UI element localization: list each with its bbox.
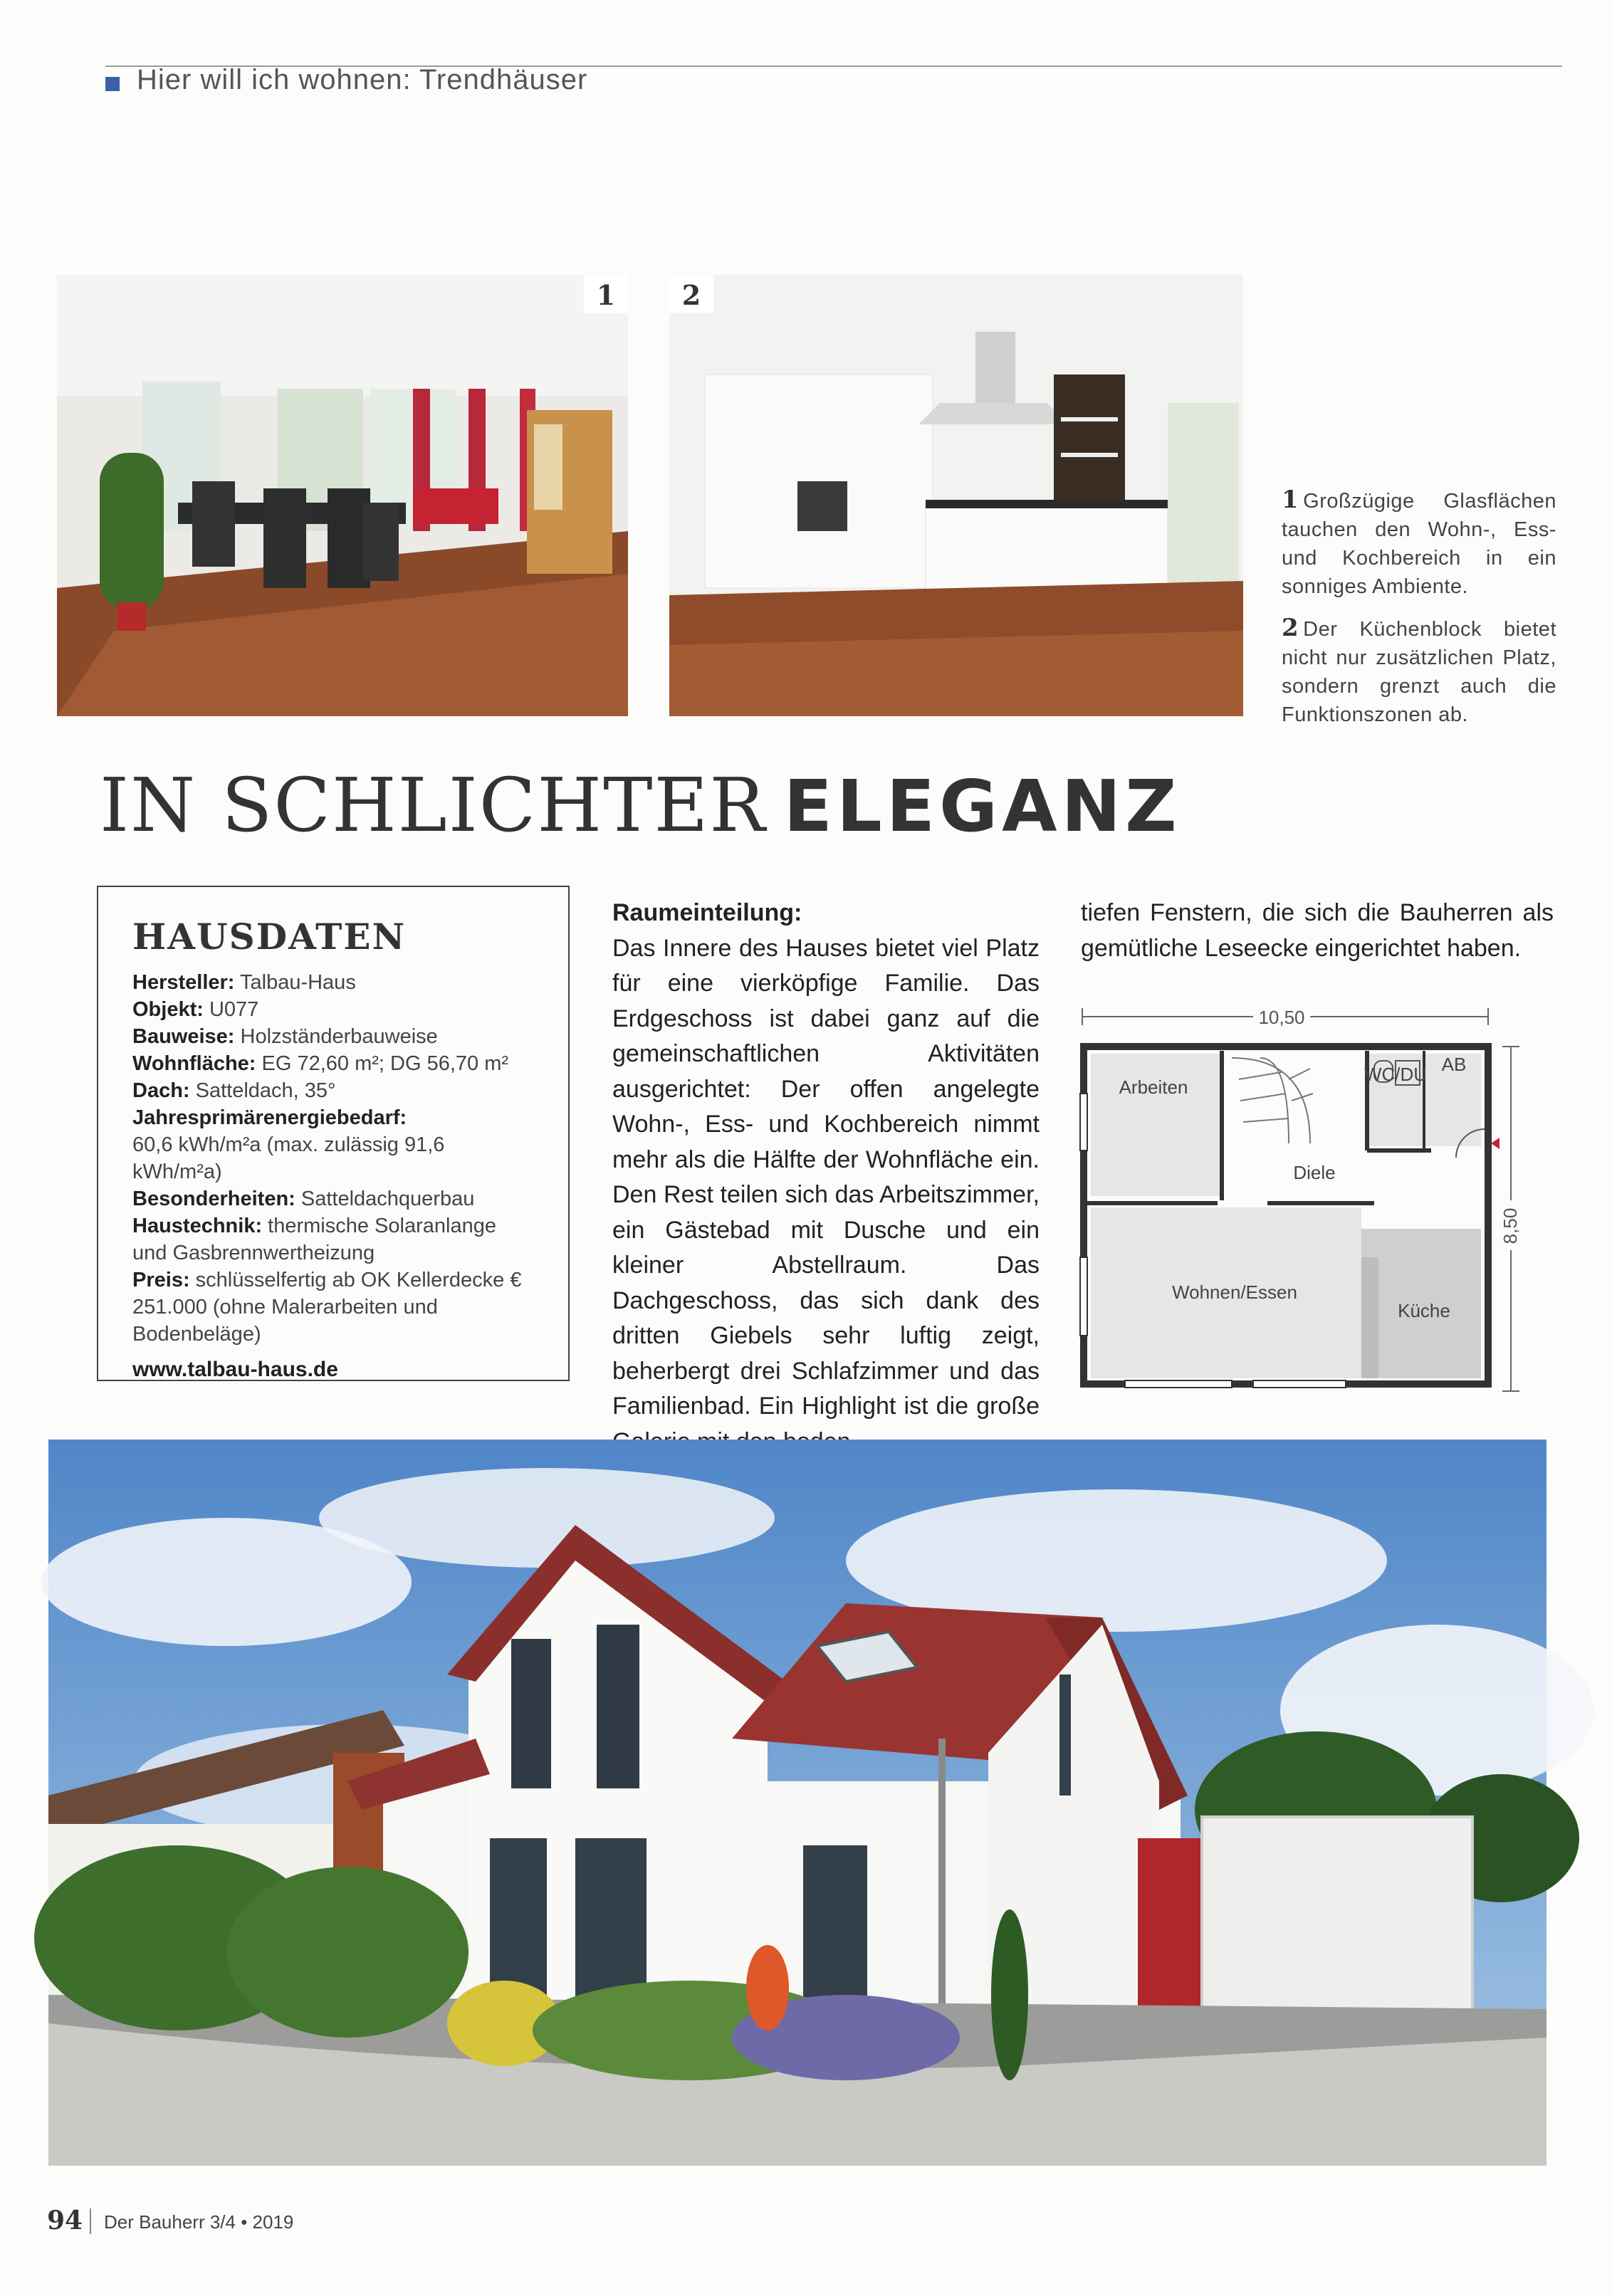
photo-caption-1 [1282, 486, 1556, 601]
article-paragraph: Das Innere des Hauses bietet viel Platz für eine vierköpfige Familie. Das Erdgeschoss ist dabei ganz auf die gemeinschaftlichen Aktivitäten ausgerichtet: Der offen angelegte Wohn-, Ess- und Kochbereich nimmt mehr als die Hälfte der Wohnfläche ein. Den Rest teilen sich das Arbeitszimmer, ein Gästebad mit Dusche und ein kleiner Abstellraum. Das Dachgeschoss, das sich dank des dritten Giebels sehr luftig zeigt, beherbergt drei Schlafzimmer und das Familienbad. Ein Highlight ist die große [612, 934, 1040, 1420]
photo-number: 2 [669, 275, 713, 313]
house-data-label: Dach: [132, 1079, 190, 1102]
magazine-issue: Der Bauherr 3/4 • 2019 [104, 2211, 294, 2233]
section-heading: Raumeinteilung: [612, 899, 802, 926]
house-data-item [132, 996, 534, 1023]
room-label-arbeiten: Arbeiten [1119, 1076, 1188, 1098]
room-label-kueche: Küche [1398, 1300, 1450, 1321]
house-data-value: thermische Solaranlange und Gasbrennwertheizung [132, 1215, 496, 1264]
caption-number: 1 [1282, 486, 1299, 514]
house-data-label: Preis: [132, 1269, 190, 1291]
house-data-box [97, 886, 570, 1381]
article-column-2 [612, 896, 1040, 1459]
headline-bold: ELEGANZ [783, 765, 1181, 848]
house-data-item [132, 1050, 534, 1077]
house-data-label: Objekt: [132, 998, 204, 1021]
article-headline [100, 762, 1181, 849]
house-data-item [132, 1212, 534, 1267]
house-data-value: schlüsselfertig ab OK Kellerdecke € 251.000 (ohne Malerarbeiten und Bodenbeläge) [132, 1269, 522, 1346]
house-data-item [132, 1104, 534, 1185]
staircase [1232, 1058, 1313, 1143]
section-title: Hier will ich wohnen: Trendhäuser [137, 64, 588, 95]
photo-kitchen [669, 275, 1243, 716]
house-data-item [132, 1267, 534, 1348]
caption-text: Der Küchenblock bietet nicht nur zusätzlichen Platz, sondern grenzt auch die Funktionszonen ab. [1282, 618, 1556, 726]
room-arbeiten [1091, 1054, 1222, 1196]
photo-living-room [57, 275, 628, 716]
manufacturer-url: www.talbau-haus.de [132, 1358, 338, 1381]
house-data-label: Jahresprimärenergiebedarf: [132, 1106, 407, 1129]
width-label: 10,50 [1258, 1007, 1305, 1028]
caption-number: 2 [1282, 614, 1299, 642]
floor-plan [1075, 1001, 1521, 1400]
photo-number: 1 [584, 275, 628, 313]
article-column-3 [1081, 896, 1554, 966]
house-data-value: U077 [203, 998, 259, 1021]
house-data-label: Haustechnik: [132, 1215, 263, 1237]
house-data-item [132, 1023, 534, 1050]
house-data-value: Satteldach, 35° [189, 1079, 336, 1102]
caption-text: Großzügige Glasflächen tauchen den Wohn-, Ess- und Kochbereich in ein sonniges Ambiente. [1282, 490, 1556, 598]
footer-separator [90, 2208, 91, 2234]
house-data-label: Hersteller: [132, 971, 235, 994]
house-data-value: 60,6 kWh/m²a (max. zulässig 91,6 kWh/m²a) [132, 1133, 445, 1183]
room-label-diele: Diele [1293, 1162, 1336, 1183]
entrance-marker [1491, 1138, 1500, 1149]
house-data-item [132, 1077, 534, 1104]
house-data-label: Bauweise: [132, 1025, 235, 1048]
house-data-item [132, 969, 534, 996]
house-data-label: Wohnfläche: [132, 1052, 256, 1075]
article-paragraph: tiefen Fenstern, die sich die Bauherren als gemütliche Leseecke eingerichtet haben. [1081, 899, 1554, 962]
photo-caption-2 [1282, 614, 1556, 729]
room-label-wc: WC/DU [1364, 1064, 1428, 1085]
photo-house-exterior [48, 1440, 1546, 2166]
room-label-wohnen: Wohnen/Essen [1172, 1281, 1297, 1303]
house-data-value: EG 72,60 m²; DG 56,70 m² [256, 1052, 509, 1075]
house-data-label: Besonderheiten: [132, 1188, 295, 1210]
house-data-value: Satteldachquerbau [295, 1188, 475, 1210]
headline-light: IN SCHLICHTER [100, 762, 767, 849]
room-label-ab: AB [1441, 1054, 1467, 1075]
page-number: 94 [47, 2206, 83, 2235]
section-marker [105, 77, 120, 91]
house-data-value: Holzständerbauweise [234, 1025, 438, 1048]
house-data-item [132, 1185, 534, 1212]
house-data-title: HAUSDATEN [132, 916, 407, 958]
house-data-value: Talbau-Haus [234, 971, 356, 994]
depth-label: 8,50 [1500, 1207, 1521, 1244]
